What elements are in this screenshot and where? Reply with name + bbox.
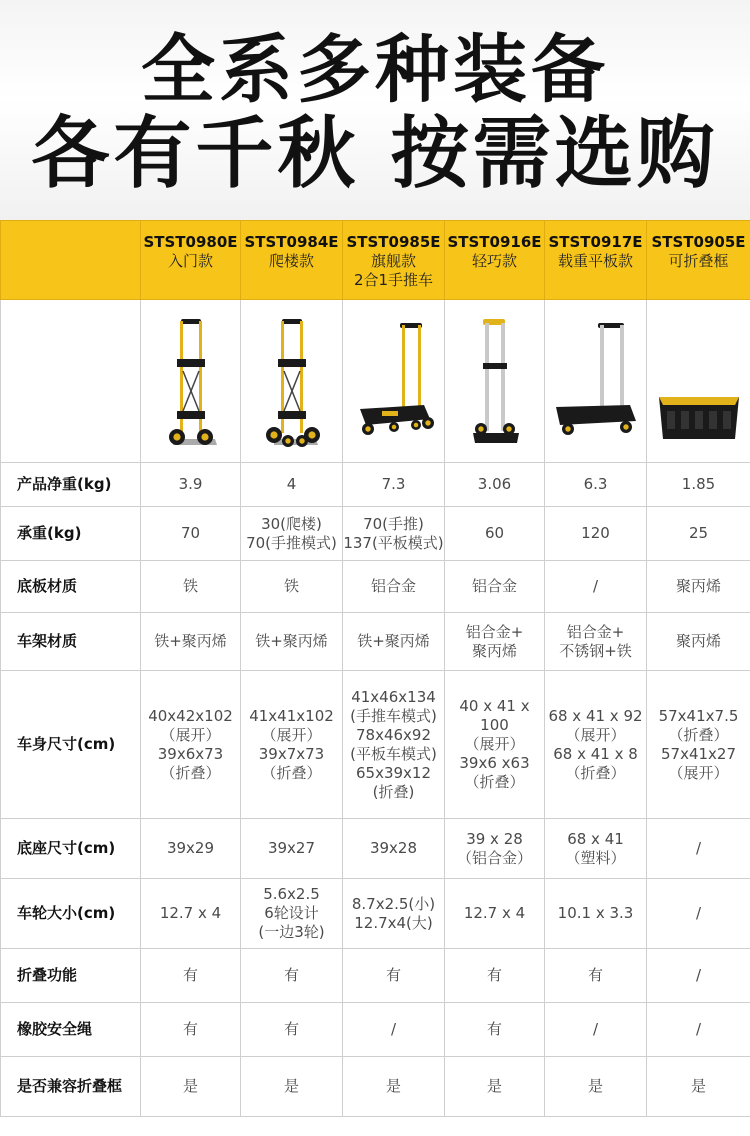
spec-value: 有	[283, 1020, 299, 1038]
spec-value: 铝合金	[370, 577, 416, 595]
spec-value-cell	[343, 507, 445, 561]
spec-value: 3.9	[178, 475, 203, 493]
spec-value: 39x29	[166, 839, 215, 857]
spec-value-cell	[445, 671, 545, 819]
spec-value: 65x39x12	[355, 763, 431, 782]
spec-value: 39x6x73	[157, 744, 224, 763]
spec-value: （折叠）	[160, 763, 221, 782]
folding-crate-icon	[651, 311, 747, 451]
product-model: STST0916E	[447, 233, 542, 251]
spec-row	[1, 561, 750, 613]
spec-row	[1, 463, 750, 507]
spec-value: 是	[690, 1077, 706, 1095]
spec-row	[1, 613, 750, 671]
product-header-cell	[647, 221, 750, 300]
spec-value: 12.7 x 4	[463, 904, 526, 922]
spec-value-cell	[241, 1003, 343, 1057]
spec-value: 有	[587, 966, 603, 984]
spec-value: 4	[286, 475, 297, 493]
spec-value: 39x28	[369, 839, 418, 857]
spec-value: （折叠）	[668, 725, 729, 744]
spec-value: 铁+聚丙烯	[357, 632, 430, 650]
spec-value: 57x41x27	[660, 744, 736, 763]
spec-row	[1, 1057, 750, 1117]
spec-value-cell	[545, 613, 647, 671]
spec-value-cell	[545, 1003, 647, 1057]
spec-value-cell	[343, 949, 445, 1003]
spec-value: 有	[182, 1020, 198, 1038]
product-header-cell	[241, 221, 343, 300]
spec-value-cell	[545, 949, 647, 1003]
spec-value-cell	[343, 463, 445, 507]
spec-value: 聚丙烯	[471, 641, 517, 660]
spec-row	[1, 671, 750, 819]
spec-value: （折叠）	[565, 763, 626, 782]
spec-value: 6.3	[583, 475, 608, 493]
spec-value: 铁+聚丙烯	[154, 632, 227, 650]
spec-value: (平板车模式)	[350, 744, 437, 763]
spec-label: 车身尺寸(cm)	[1, 671, 141, 819]
spec-value: 是	[385, 1077, 401, 1095]
spec-value-cell	[343, 561, 445, 613]
comparison-table	[0, 220, 750, 1117]
spec-value-cell	[545, 879, 647, 949]
spec-value-cell	[141, 507, 241, 561]
spec-value: 铝合金+	[465, 622, 524, 641]
spec-value: 68 x 41	[567, 829, 624, 848]
spec-value: 70	[180, 524, 201, 542]
spec-value-cell	[445, 507, 545, 561]
spec-value: （展开）	[668, 763, 729, 782]
spec-value-cell	[445, 463, 545, 507]
spec-value: /	[390, 1020, 397, 1038]
spec-value: 有	[486, 1020, 502, 1038]
spec-value: 铁	[283, 577, 299, 595]
spec-value-cell	[343, 671, 445, 819]
spec-value-cell	[141, 671, 241, 819]
spec-value: 40x42x102	[148, 706, 233, 725]
product-name: 可折叠框	[668, 252, 729, 270]
spec-value: （折叠）	[261, 763, 322, 782]
spec-value: 有	[385, 966, 401, 984]
spec-value-cell	[241, 879, 343, 949]
spec-value: 铁+聚丙烯	[255, 632, 328, 650]
spec-value-cell	[141, 819, 241, 879]
spec-value: 60	[484, 524, 505, 542]
spec-value: （折叠）	[464, 773, 525, 791]
light-hand-truck-icon	[447, 311, 543, 451]
spec-value-cell	[141, 613, 241, 671]
hero-banner	[0, 0, 750, 220]
spec-value-cell	[445, 613, 545, 671]
product-image-cell	[241, 300, 343, 463]
spec-value: （展开）	[565, 725, 626, 744]
spec-value: 是	[486, 1077, 502, 1095]
hero-title-line2: 各有千秋 按需选购	[31, 109, 719, 199]
spec-row	[1, 879, 750, 949]
spec-value: /	[695, 1020, 702, 1038]
spec-value-cell	[343, 1003, 445, 1057]
spec-value: （铝合金）	[456, 848, 532, 867]
image-row	[1, 300, 750, 463]
spec-value: 39x6 x63	[459, 754, 530, 772]
hero-title-line1: 全系多种装备	[141, 27, 609, 113]
product-image-cell	[545, 300, 647, 463]
spec-value-cell	[241, 561, 343, 613]
spec-label: 车架材质	[1, 613, 141, 671]
stair-climbing-truck-icon	[244, 311, 340, 451]
spec-value: /	[592, 1020, 599, 1038]
spec-value: 70(手推模式)	[246, 533, 337, 552]
spec-value-cell	[141, 463, 241, 507]
spec-value: /	[695, 904, 702, 922]
spec-value: 120	[581, 524, 610, 542]
spec-value: 8.7x2.5(小)	[351, 894, 436, 913]
spec-value: 5.6x2.5	[263, 885, 320, 903]
spec-value: 30(爬楼)	[261, 514, 322, 533]
spec-row	[1, 819, 750, 879]
corner-cell	[1, 221, 141, 300]
product-name: 2合1手推车	[353, 271, 434, 289]
spec-value: (一边3轮)	[258, 923, 325, 941]
header-row	[1, 221, 750, 300]
spec-value: 70(手推)	[363, 514, 424, 533]
spec-value-cell	[241, 613, 343, 671]
spec-value: 有	[486, 966, 502, 984]
spec-row	[1, 507, 750, 561]
spec-value: 12.7x4(大)	[354, 913, 433, 932]
spec-value-cell	[545, 561, 647, 613]
spec-value: 12.7 x 4	[159, 904, 222, 922]
spec-value: 有	[283, 966, 299, 984]
spec-value-cell	[343, 819, 445, 879]
product-model: STST0917E	[548, 233, 643, 251]
spec-value: （展开）	[464, 735, 525, 753]
product-image-cell	[647, 300, 750, 463]
spec-value-cell	[647, 613, 750, 671]
spec-value: 39x27	[267, 839, 316, 857]
spec-value-cell	[445, 1057, 545, 1117]
spec-value: 不锈钢+铁	[559, 641, 632, 660]
product-name: 轻巧款	[471, 252, 517, 270]
spec-value-cell	[647, 949, 750, 1003]
spec-value: /	[592, 577, 599, 595]
spec-value-cell	[647, 879, 750, 949]
spec-value: 是	[283, 1077, 299, 1095]
spec-value-cell	[241, 507, 343, 561]
spec-value-cell	[647, 1057, 750, 1117]
spec-value-cell	[647, 561, 750, 613]
spec-label: 产品净重(kg)	[1, 463, 141, 507]
spec-value-cell	[647, 819, 750, 879]
spec-label: 承重(kg)	[1, 507, 141, 561]
spec-value: /	[695, 966, 702, 984]
product-header-cell	[343, 221, 445, 300]
spec-value: /	[695, 839, 702, 857]
spec-value: 铝合金	[471, 577, 517, 595]
product-model: STST0985E	[346, 233, 441, 251]
platform-cart-icon	[548, 311, 644, 451]
spec-value: 聚丙烯	[675, 632, 721, 650]
spec-value: （塑料）	[565, 848, 626, 867]
spec-value-cell	[141, 949, 241, 1003]
spec-label: 底板材质	[1, 561, 141, 613]
spec-value: 68 x 41 x 8	[553, 744, 638, 763]
spec-value-cell	[647, 671, 750, 819]
spec-value: (折叠)	[372, 782, 415, 801]
spec-value: 聚丙烯	[675, 577, 721, 595]
spec-value-cell	[241, 949, 343, 1003]
product-name: 载重平板款	[557, 252, 633, 270]
hand-truck-icon	[143, 311, 239, 451]
spec-value-cell	[445, 949, 545, 1003]
spec-value-cell	[647, 463, 750, 507]
spec-value-cell	[343, 1057, 445, 1117]
spec-value: 78x46x92	[355, 725, 431, 744]
spec-value-cell	[241, 463, 343, 507]
spec-value: 40 x 41 x 100	[459, 697, 530, 734]
spec-value-cell	[141, 1057, 241, 1117]
product-name: 旗舰款	[370, 252, 416, 270]
spec-value: （展开）	[261, 725, 322, 744]
spec-value: 是	[182, 1077, 198, 1095]
spec-value: 3.06	[477, 475, 512, 493]
spec-value: （展开）	[160, 725, 221, 744]
product-name: 爬楼款	[268, 252, 314, 270]
spec-value-cell	[545, 463, 647, 507]
spec-value: 10.1 x 3.3	[557, 904, 634, 922]
spec-value-cell	[545, 507, 647, 561]
product-header-cell	[545, 221, 647, 300]
spec-value: 铁	[182, 577, 198, 595]
spec-value-cell	[445, 561, 545, 613]
spec-value-cell	[343, 879, 445, 949]
spec-value-cell	[445, 1003, 545, 1057]
spec-row	[1, 1003, 750, 1057]
product-model: STST0980E	[143, 233, 238, 251]
spec-value: 是	[587, 1077, 603, 1095]
product-image-cell	[445, 300, 545, 463]
spec-value: (手推车模式)	[350, 706, 437, 725]
spec-value-cell	[445, 819, 545, 879]
spec-value: 1.85	[681, 475, 716, 493]
product-name: 入门款	[167, 252, 213, 270]
product-image-cell	[141, 300, 241, 463]
spec-value: 39 x 28	[466, 829, 523, 848]
spec-value-cell	[343, 613, 445, 671]
spec-value: 137(平板模式)	[343, 533, 444, 552]
spec-value-cell	[141, 561, 241, 613]
spec-label: 是否兼容折叠框	[1, 1057, 141, 1117]
spec-value-cell	[141, 879, 241, 949]
spec-label: 折叠功能	[1, 949, 141, 1003]
spec-value-cell	[241, 1057, 343, 1117]
spec-label: 底座尺寸(cm)	[1, 819, 141, 879]
spec-value-cell	[647, 1003, 750, 1057]
spec-value-cell	[545, 671, 647, 819]
spec-value-cell	[545, 1057, 647, 1117]
spec-label: 车轮大小(cm)	[1, 879, 141, 949]
spec-value: 6轮设计	[264, 904, 319, 922]
spec-value: 41x46x134	[351, 687, 436, 706]
spec-value-cell	[141, 1003, 241, 1057]
spec-value: 7.3	[381, 475, 406, 493]
product-header-cell	[141, 221, 241, 300]
spec-value: 57x41x7.5	[658, 706, 739, 725]
product-model: STST0905E	[651, 233, 746, 251]
spec-value-cell	[647, 507, 750, 561]
spec-label: 橡胶安全绳	[1, 1003, 141, 1057]
product-model: STST0984E	[244, 233, 339, 251]
image-row-label	[1, 300, 141, 463]
spec-value: 41x41x102	[249, 706, 334, 725]
product-image-cell	[343, 300, 445, 463]
spec-value-cell	[241, 671, 343, 819]
spec-value: 39x7x73	[258, 744, 325, 763]
product-header-cell	[445, 221, 545, 300]
spec-value: 25	[688, 524, 709, 542]
spec-value-cell	[241, 819, 343, 879]
spec-value: 68 x 41 x 92	[548, 706, 643, 725]
spec-value-cell	[545, 819, 647, 879]
spec-value: 有	[182, 966, 198, 984]
spec-value-cell	[445, 879, 545, 949]
spec-row	[1, 949, 750, 1003]
spec-value: 铝合金+	[566, 622, 625, 641]
convertible-cart-icon	[346, 311, 442, 451]
